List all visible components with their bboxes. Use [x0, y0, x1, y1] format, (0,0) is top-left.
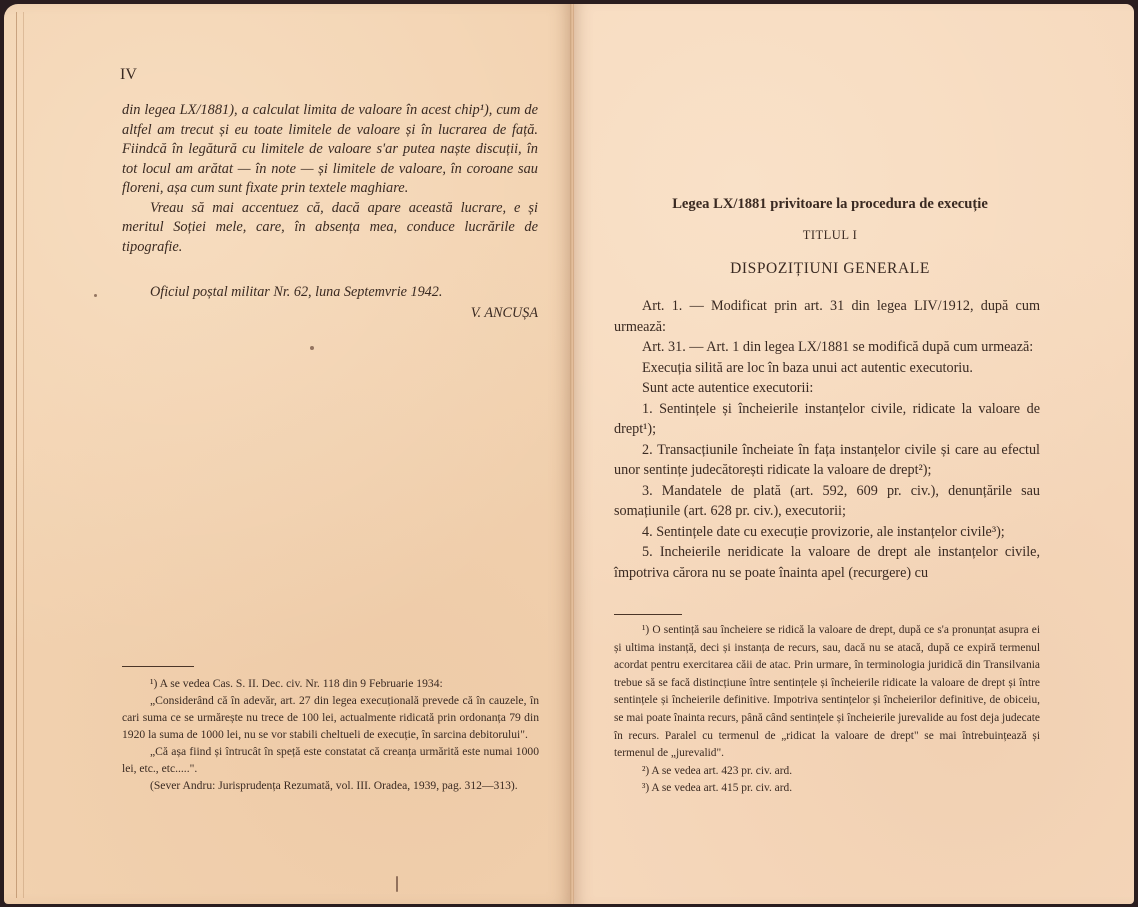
footnote-citation: (Sever Andru: Jurisprudența Rezumată, vol. III. Oradea, 1939, pag. 312—313).	[150, 779, 518, 792]
paper-speck	[310, 346, 314, 350]
footnote-rule	[122, 666, 194, 667]
article-paragraph: Art. 31. — Art. 1 din legea LX/1881 se modifică după cum urmează:	[642, 339, 1034, 355]
article-paragraph: Sunt acte autentice executorii:	[642, 380, 814, 396]
list-item: 1. Sentințele și încheierile instanțelor civile, ridicate la valoare de drept¹);	[614, 400, 1040, 437]
footnote-quote: „Considerând că în adevăr, art. 27 din legea execuțională prevede că în cauzele, în cari suma ce se urmărește nu trece de 100 lei, actualmente ridicată prin ordonanța 79 din 1920 la suma de 1000 lei, nu se vor stabili cheltueli de execuție, în sarcina debitorului".	[122, 694, 539, 741]
law-title: Legea LX/1881 privitoare la procedura de execuție	[672, 196, 988, 212]
list-item: 5. Incheierile neridicate la valoare de drept ale instanțelor civile, împotriva cărora nu se poate înainta apel (recurgere) cu	[614, 544, 1040, 581]
closing-line: Oficiul poștal militar Nr. 62, luna Septemvrie 1942.	[150, 284, 443, 300]
section-heading: DISPOZIȚIUNI GENERALE	[730, 260, 930, 277]
right-footnotes	[614, 622, 1040, 798]
preface-paragraph: Vreau să mai accentuez că, dacă apare această lucrare, e și meritul Soției mele, care, în absența mea, conduce lucrările de tipografie.	[122, 199, 538, 255]
paper-speck	[396, 876, 398, 892]
article-paragraph: Art. 1. — Modificat prin art. 31 din legea LIV/1912, după cum urmează:	[614, 298, 1040, 335]
footnote: ¹) A se vedea Cas. S. II. Dec. civ. Nr. 118 din 9 Februarie 1934:	[150, 677, 443, 690]
footnote: ¹) O sentință sau încheiere se ridică la valoare de drept, după ce s'a pronunțat asupra ei și ultima instanță, deci și instanța de recurs, sau, dacă nu se atacă, după ce expiră termenul acordat pentru exercitarea căii de atac. Prin urmare, în terminologia juridică din Transilvania trebue să se facă distincțiune între sentințele și încheierile ridicate la valoare de drept și între sentințele și încheierile definitive. Impotriva sentințelor și încheierilor definitive, de obiceiu, se mai poate înainta recurs, până când sentințele și încheierile jurevalide au fost deja judecate în recurs. Paralel cu termenul de „ridicat la valoare de drept" se mai întrebuințează și termenul de „jurevalid".	[614, 624, 1040, 760]
law-body	[614, 296, 1040, 583]
article-paragraph: Execuția silită are loc în baza unui act autentic executoriu.	[642, 359, 973, 376]
list-item: 4. Sentințele date cu execuție provizorie, ale instanțelor civile³);	[642, 523, 1005, 540]
footnote: ³) A se vedea art. 415 pr. civ. ard.	[642, 782, 793, 795]
left-footnotes	[122, 675, 539, 794]
preface-paragraph: din legea LX/1881), a calculat limita de valoare în acest chip¹), cum de altfel am trecut și eu toate limitele de valoare și în lucrarea de față. Fiindcă în legătură cu limitele de valoare s'ar putea naște discuții, în tot locul am arătat — în note — și limitele de valoare, în coroane sau floreni, așa cum sunt fixate prin textele maghiare.	[122, 102, 538, 196]
list-item: 3. Mandatele de plată (art. 592, 609 pr. civ.), denunțările sau somațiunile (art. 628 pr. civ.), executorii;	[614, 482, 1040, 519]
footnote-rule	[614, 614, 682, 615]
preface-body	[122, 101, 538, 257]
page-number: IV	[120, 66, 137, 83]
signature-block	[122, 284, 538, 322]
footnote-quote: „Că așa fiind și întrucât în speță este constatat că creanța urmărită este numai 1000 lei, etc., etc.....".	[122, 745, 539, 775]
author-signature: V. ANCUȘA	[470, 305, 538, 321]
list-item: 2. Transacțiunile încheiate în fața instanțelor civile și care au efectul unor sentințe judecătorești ridicate la valoare de drept²);	[614, 441, 1040, 478]
paper-speck	[94, 294, 97, 297]
page-edge	[16, 12, 24, 898]
footnote: ²) A se vedea art. 423 pr. civ. ard.	[642, 764, 793, 777]
title-number: TITLUL I	[802, 228, 858, 242]
